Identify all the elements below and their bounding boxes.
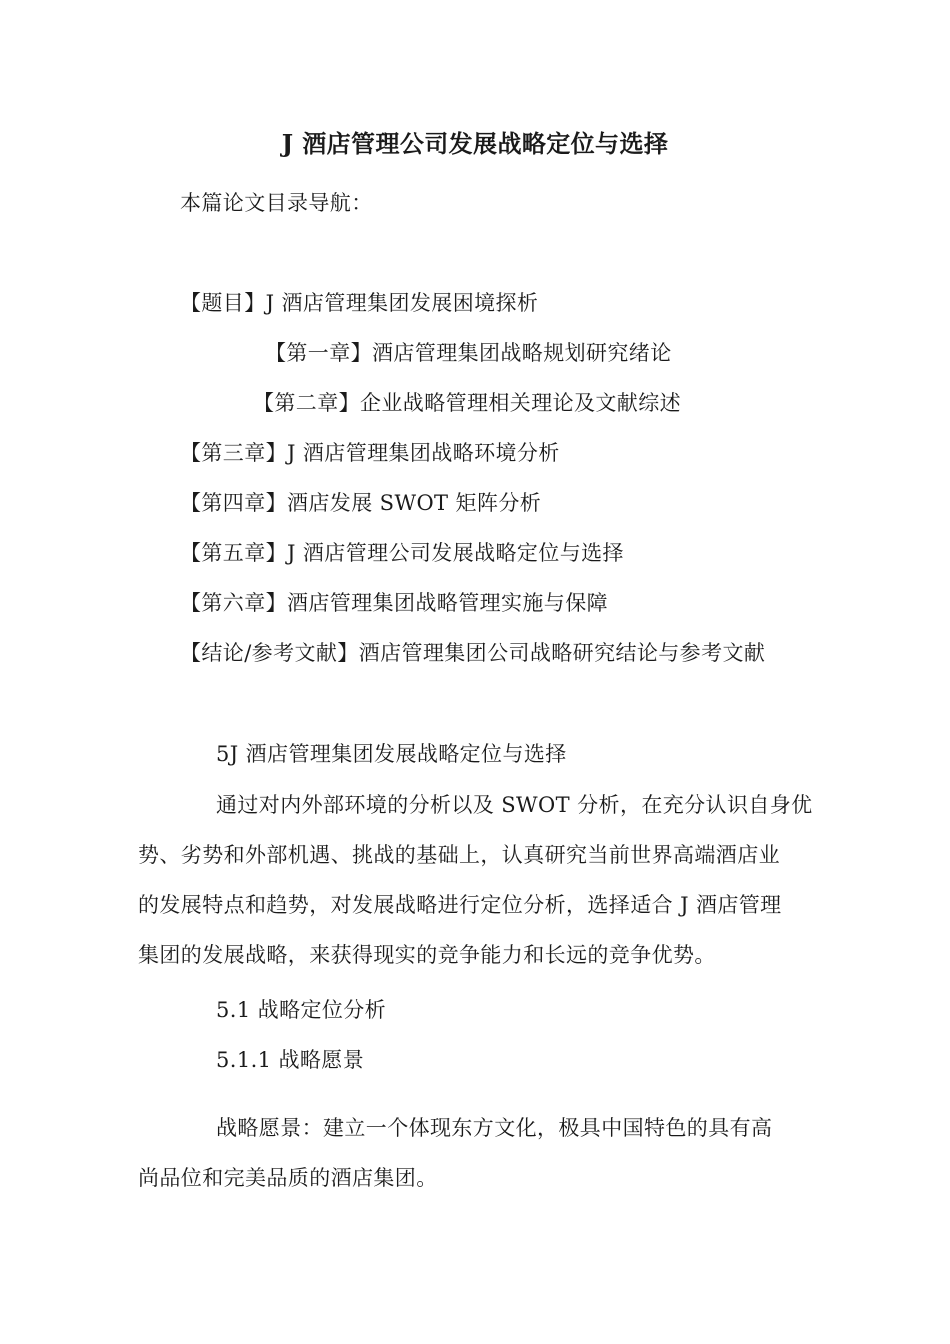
paragraph-line: 通过对内外部环境的分析以及 SWOT 分析，在充分认识自身优 xyxy=(216,793,813,817)
toc-item-chapter-6[interactable]: 【第六章】酒店管理集团战略管理实施与保障 xyxy=(180,591,608,615)
toc-nav-label: 本篇论文目录导航： xyxy=(180,191,373,215)
toc-item-chapter-1[interactable]: 【第一章】酒店管理集团战略规划研究绪论 xyxy=(265,341,672,365)
toc-item-chapter-2[interactable]: 【第二章】企业战略管理相关理论及文献综述 xyxy=(253,391,681,415)
paragraph-line: 势、劣势和外部机遇、挑战的基础上，认真研究当前世界高端酒店业 xyxy=(138,843,780,867)
section-heading: 5J 酒店管理集团发展战略定位与选择 xyxy=(216,742,567,766)
subsubsection-heading: 5.1.1 战略愿景 xyxy=(216,1048,365,1072)
toc-item-conclusion[interactable]: 【结论/参考文献】酒店管理集团公司战略研究结论与参考文献 xyxy=(180,641,766,665)
paragraph-line: 战略愿景：建立一个体现东方文化，极具中国特色的具有高 xyxy=(216,1116,773,1140)
paragraph-line: 的发展特点和趋势，对发展战略进行定位分析，选择适合 J 酒店管理 xyxy=(138,893,782,917)
paragraph-line: 集团的发展战略，来获得现实的竞争能力和长远的竞争优势。 xyxy=(138,943,716,967)
toc-item-chapter-4[interactable]: 【第四章】酒店发展 SWOT 矩阵分析 xyxy=(180,491,542,515)
toc-item-chapter-3[interactable]: 【第三章】J 酒店管理集团战略环境分析 xyxy=(180,441,560,465)
subsection-heading: 5.1 战略定位分析 xyxy=(216,998,387,1022)
paragraph-line: 尚品位和完美品质的酒店集团。 xyxy=(138,1166,438,1190)
document-title: J 酒店管理公司发展战略定位与选择 xyxy=(281,129,669,158)
toc-item-title[interactable]: 【题目】J 酒店管理集团发展困境探析 xyxy=(180,291,539,315)
toc-item-chapter-5[interactable]: 【第五章】J 酒店管理公司发展战略定位与选择 xyxy=(180,541,624,565)
